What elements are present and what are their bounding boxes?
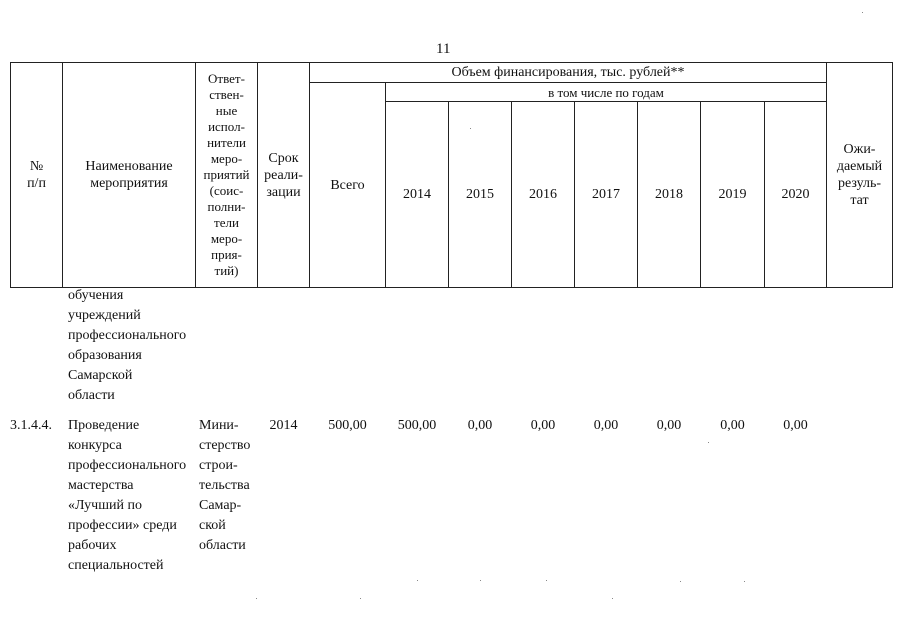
header-result: Ожи- даемый резуль- тат bbox=[826, 62, 893, 288]
header-funding: Объем финансирования, тыс. рублей** bbox=[309, 62, 827, 83]
row-year-2016: 0,00 bbox=[530, 418, 556, 433]
scan-speck bbox=[612, 598, 613, 599]
row-total: 500,00 bbox=[328, 418, 367, 433]
scan-speck bbox=[256, 598, 257, 599]
row-year-2020: 0,00 bbox=[783, 418, 808, 433]
header-year-2018: 2018 bbox=[637, 101, 701, 288]
row-responsible: Мини- стерство строи- тельства Самар- ской области bbox=[199, 418, 251, 553]
header-year-2015: 2015 bbox=[448, 101, 512, 288]
scan-speck bbox=[862, 12, 863, 13]
scan-speck bbox=[470, 128, 471, 129]
row-term: 2014 bbox=[269, 418, 298, 433]
header-year-2016: 2016 bbox=[511, 101, 575, 288]
row-year-2019: 0,00 bbox=[720, 418, 745, 433]
row-name: Проведение конкурса профессионального мастерства «Лучший по профессии» среди рабочих специальностей bbox=[68, 418, 187, 573]
header-year-2019: 2019 bbox=[700, 101, 765, 288]
header-total: Всего bbox=[309, 82, 386, 288]
scan-speck bbox=[708, 442, 709, 443]
header-num: № п/п bbox=[10, 62, 63, 288]
scan-speck bbox=[546, 580, 547, 581]
row-year-2015: 0,00 bbox=[467, 418, 493, 433]
scan-speck bbox=[480, 580, 481, 581]
scan-speck bbox=[680, 581, 681, 582]
row-year-2017: 0,00 bbox=[593, 418, 619, 433]
row-continuation-name: обучения учреждений профессионального образования Самарской области bbox=[68, 288, 187, 403]
row-year-2014: 500,00 bbox=[397, 418, 437, 433]
header-year-2017: 2017 bbox=[574, 101, 638, 288]
row-year-2018: 0,00 bbox=[656, 418, 682, 433]
header-responsible: Ответ- ствен- ные испол- нители меро- приятий (соис- полни- тели меро- прия- тий) bbox=[195, 62, 258, 288]
header-term: Срок реали- зации bbox=[257, 62, 310, 288]
scan-speck bbox=[744, 581, 745, 582]
header-name: Наименование мероприятия bbox=[62, 62, 196, 288]
scan-speck bbox=[417, 580, 418, 581]
scan-speck bbox=[360, 598, 361, 599]
page-number: 11 bbox=[436, 41, 451, 57]
header-by-years: в том числе по годам bbox=[385, 82, 827, 102]
header-year-2014: 2014 bbox=[385, 101, 449, 288]
row-num: 3.1.4.4. bbox=[10, 418, 52, 433]
header-year-2020: 2020 bbox=[764, 101, 827, 288]
